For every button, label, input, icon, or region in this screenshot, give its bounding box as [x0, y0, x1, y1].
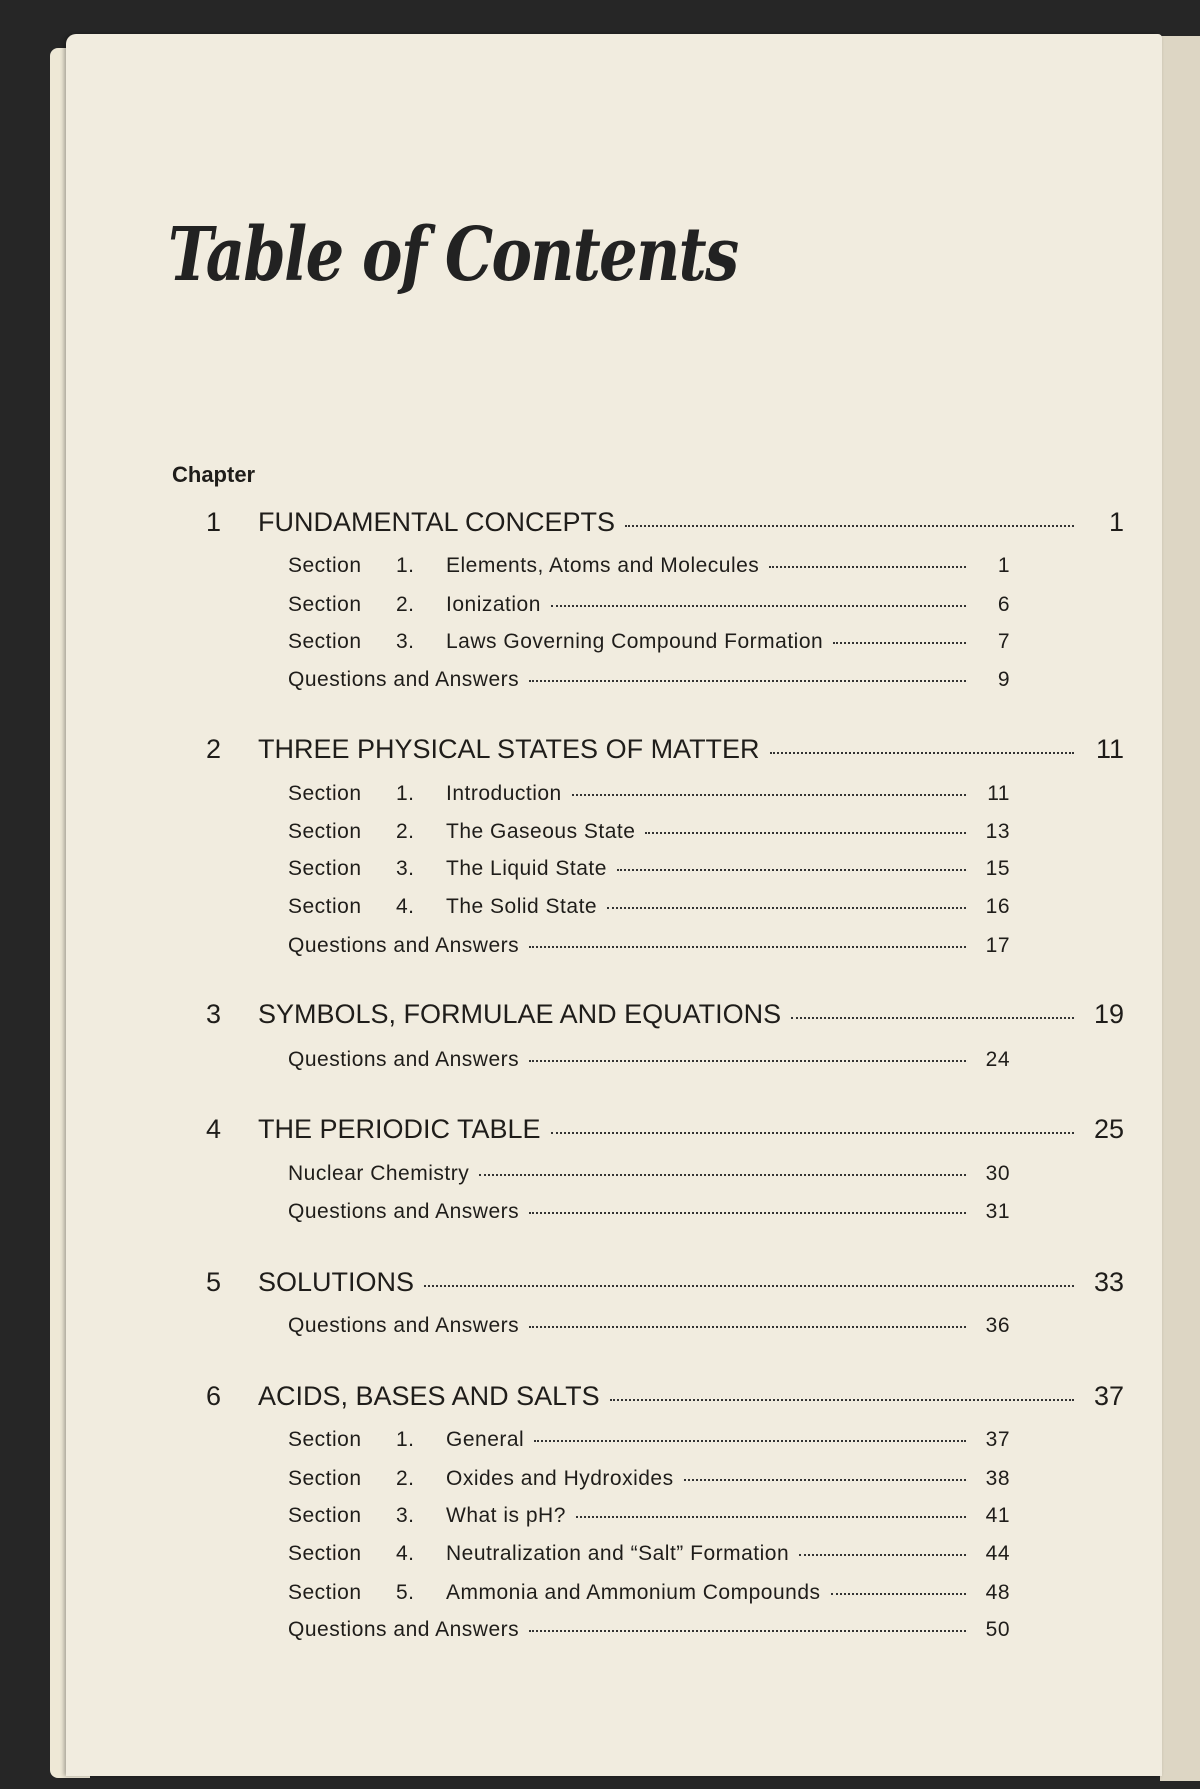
dot-leader — [529, 1630, 966, 1632]
toc-section-entry — [288, 1428, 1010, 1452]
entry-title: THE PERIODIC TABLE — [258, 1114, 541, 1144]
section-number: 3. — [396, 1504, 415, 1527]
dot-leader — [831, 1593, 966, 1595]
toc-section-entry — [288, 1467, 1010, 1491]
section-label: Section — [288, 1428, 362, 1451]
toc-section-entry — [288, 782, 1010, 806]
chapter-number: 3 — [206, 999, 222, 1029]
entry-title: What is pH? — [446, 1504, 566, 1527]
toc-section-entry — [288, 593, 1010, 617]
page-number: 33 — [1093, 1267, 1124, 1297]
entry-title: Oxides and Hydroxides — [446, 1467, 674, 1490]
page-number: 19 — [1093, 999, 1124, 1029]
page-number: 16 — [985, 895, 1010, 918]
section-label: Section — [288, 630, 362, 653]
toc-section-entry — [288, 1504, 1010, 1528]
page-number: 31 — [985, 1200, 1010, 1223]
page-number: 13 — [985, 820, 1010, 843]
dot-leader — [791, 1017, 1074, 1019]
section-number: 3. — [396, 630, 415, 653]
toc-section-entry — [288, 1581, 1010, 1605]
chapter-number: 2 — [206, 734, 222, 764]
section-number: 2. — [396, 1467, 415, 1490]
entry-title: FUNDAMENTAL CONCEPTS — [258, 507, 616, 537]
page-number: 37 — [985, 1428, 1010, 1451]
section-number: 1. — [396, 782, 415, 805]
entry-title: Questions and Answers — [288, 1048, 520, 1071]
page-number: 9 — [997, 668, 1010, 691]
chapter-number: 5 — [206, 1267, 222, 1297]
page-number: 30 — [985, 1162, 1010, 1185]
toc-section-entry — [288, 554, 1010, 578]
entry-title: The Liquid State — [446, 857, 607, 880]
toc-section-entry — [288, 1314, 1010, 1338]
entry-title: The Solid State — [446, 895, 598, 918]
dot-leader — [529, 946, 966, 948]
section-number: 1. — [396, 554, 415, 577]
section-number: 2. — [396, 593, 415, 616]
dot-leader — [551, 1132, 1074, 1134]
toc-section-entry — [288, 1200, 1010, 1224]
toc-section-entry — [288, 1162, 1010, 1186]
toc-chapter-entry — [206, 999, 1124, 1030]
toc-chapter-entry — [206, 1267, 1124, 1298]
dot-leader — [529, 1060, 966, 1062]
page-number: 36 — [985, 1314, 1010, 1337]
page-number: 37 — [1093, 1381, 1124, 1411]
page-number: 1 — [1108, 507, 1124, 537]
dot-leader — [684, 1479, 966, 1481]
dot-leader — [572, 794, 966, 796]
section-label: Section — [288, 1467, 362, 1490]
dot-leader — [529, 1326, 966, 1328]
toc-section-entry — [288, 1542, 1010, 1566]
entry-title: Ionization — [446, 593, 541, 616]
dot-leader — [645, 832, 966, 834]
entry-title: Questions and Answers — [288, 934, 520, 957]
toc-chapter-entry — [206, 1381, 1124, 1412]
section-number: 1. — [396, 1428, 415, 1451]
entry-title: Ammonia and Ammonium Compounds — [446, 1581, 821, 1604]
page-number: 17 — [985, 934, 1010, 957]
section-label: Section — [288, 554, 362, 577]
page-number: 50 — [985, 1618, 1010, 1641]
entry-title: Laws Governing Compound Formation — [446, 630, 824, 653]
toc-section-entry — [288, 934, 1010, 958]
entry-title: SYMBOLS, FORMULAE AND EQUATIONS — [258, 999, 782, 1029]
toc-section-entry — [288, 857, 1010, 881]
dot-leader — [625, 525, 1074, 527]
page-number: 38 — [985, 1467, 1010, 1490]
page-number: 24 — [985, 1048, 1010, 1071]
section-number: 2. — [396, 820, 415, 843]
section-label: Section — [288, 1542, 362, 1565]
entry-title: The Gaseous State — [446, 820, 636, 843]
page-number: 48 — [985, 1581, 1010, 1604]
dot-leader — [479, 1174, 966, 1176]
entry-title: Questions and Answers — [288, 1618, 520, 1641]
page-number: 41 — [985, 1504, 1010, 1527]
toc-section-entry — [288, 895, 1010, 919]
section-number: 4. — [396, 1542, 415, 1565]
chapter-column-label: Chapter — [172, 462, 256, 487]
dot-leader — [799, 1554, 966, 1556]
toc-section-entry — [288, 1048, 1010, 1072]
dot-leader — [607, 907, 966, 909]
page-number: 11 — [987, 782, 1010, 805]
entry-title: Elements, Atoms and Molecules — [446, 554, 760, 577]
entry-title: Questions and Answers — [288, 1314, 520, 1337]
page-number: 7 — [997, 630, 1010, 653]
entry-title: Questions and Answers — [288, 668, 520, 691]
entry-title: Questions and Answers — [288, 1200, 520, 1223]
chapter-number: 4 — [206, 1114, 222, 1144]
chapter-number: 1 — [206, 507, 222, 537]
chapter-number: 6 — [206, 1381, 222, 1411]
toc-section-entry — [288, 1618, 1010, 1642]
toc-chapter-entry — [206, 507, 1124, 538]
page-title: Table of Contents — [168, 212, 738, 298]
dot-leader — [617, 869, 966, 871]
dot-leader — [833, 642, 966, 644]
entry-title: Nuclear Chemistry — [288, 1162, 470, 1185]
page-number: 6 — [997, 593, 1010, 616]
section-number: 4. — [396, 895, 415, 918]
dot-leader — [534, 1440, 966, 1442]
page-number: 15 — [985, 857, 1010, 880]
entry-title: ACIDS, BASES AND SALTS — [258, 1381, 600, 1411]
dot-leader — [529, 680, 966, 682]
dot-leader — [551, 605, 966, 607]
section-label: Section — [288, 1581, 362, 1604]
entry-title: Neutralization and “Salt” Formation — [446, 1542, 790, 1565]
section-number: 5. — [396, 1581, 415, 1604]
dot-leader — [576, 1516, 966, 1518]
page-number: 44 — [985, 1542, 1010, 1565]
toc-chapter-entry — [206, 734, 1124, 765]
page-number: 11 — [1095, 734, 1124, 764]
entry-title: SOLUTIONS — [258, 1267, 415, 1297]
dot-leader — [770, 752, 1074, 754]
dot-leader — [529, 1212, 966, 1214]
facing-page-edge — [1160, 36, 1200, 1781]
dot-leader — [424, 1285, 1074, 1287]
entry-title: General — [446, 1428, 525, 1451]
dot-leader — [610, 1399, 1074, 1401]
dot-leader — [769, 566, 966, 568]
section-number: 3. — [396, 857, 415, 880]
section-label: Section — [288, 895, 362, 918]
section-label: Section — [288, 857, 362, 880]
section-label: Section — [288, 593, 362, 616]
section-label: Section — [288, 1504, 362, 1527]
section-label: Section — [288, 820, 362, 843]
entry-title: THREE PHYSICAL STATES OF MATTER — [258, 734, 760, 764]
page-number: 1 — [997, 554, 1010, 577]
toc-chapter-entry — [206, 1114, 1124, 1145]
toc-section-entry — [288, 820, 1010, 844]
toc-section-entry — [288, 668, 1010, 692]
section-label: Section — [288, 782, 362, 805]
entry-title: Introduction — [446, 782, 562, 805]
page-number: 25 — [1093, 1114, 1124, 1144]
toc-section-entry — [288, 630, 1010, 654]
